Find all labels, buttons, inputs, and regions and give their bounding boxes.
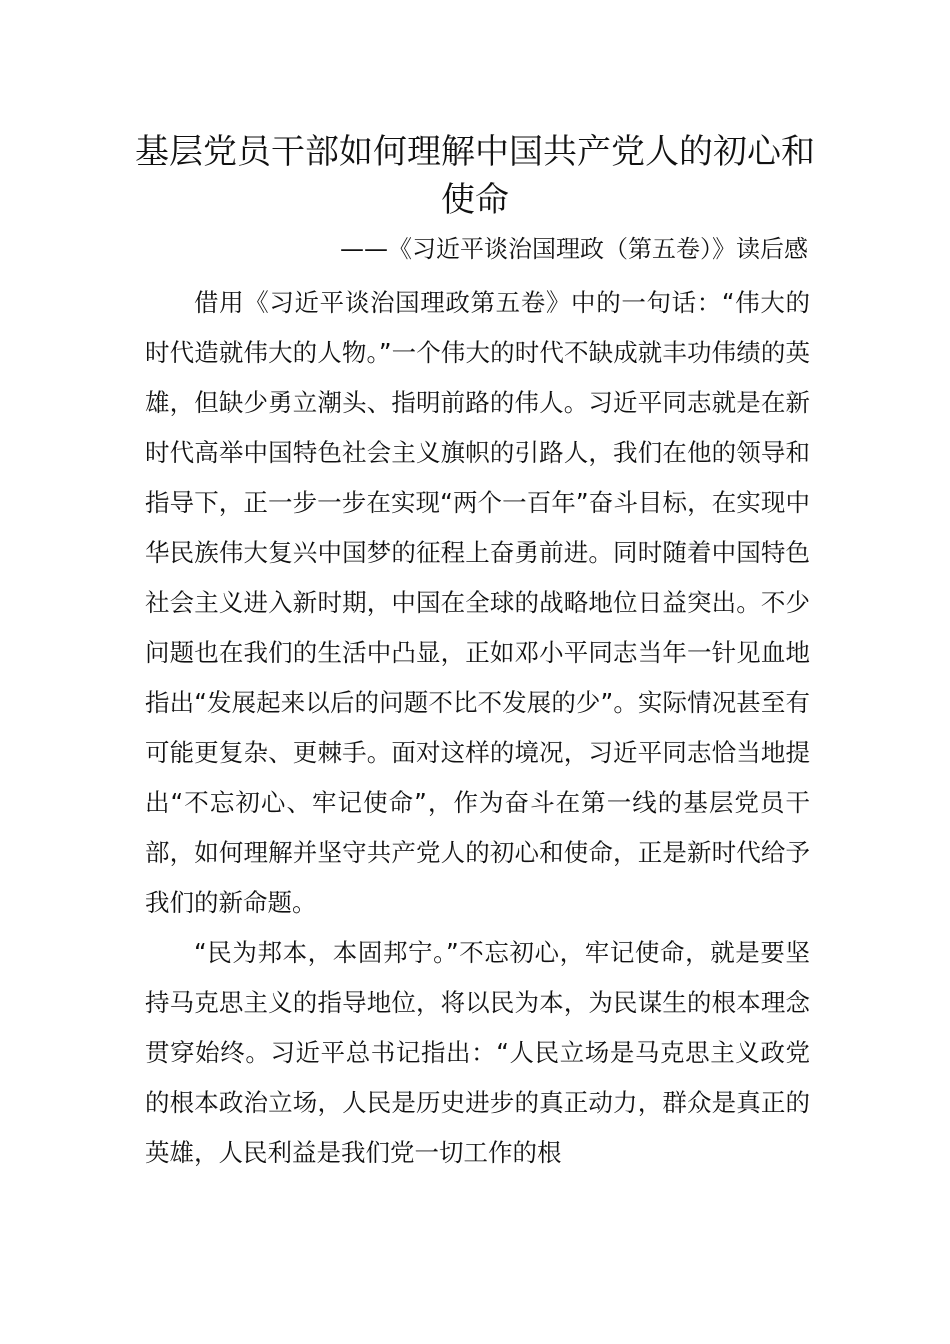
paragraph: 借用《习近平谈治国理政第五卷》中的一句话：“伟大的时代造就伟大的人物。”一个伟大的时代不缺成就丰功伟绩的英雄，但缺少勇立潮头、指明前路的伟人。习近平同志就是在新时代高举中国特色社会主义旗帜的引路人，我们在他的领导和指导下，正一步一步在实现“两个一百年”奋斗目标，在实现中华民族伟大复兴中国梦的征程上奋勇前进。同时随着中国特色社会主义进入新时期，中国在全球的战略地位日益突出。不少问题也在我们的生活中凸显，正如邓小平同志当年一针见血地指出“发展起来以后的问题不比不发展的少”。实际情况甚至有可能更复杂、更棘手。面对这样的境况，习近平同志恰当地提出“不忘初心、牢记使命”，作为奋斗在第一线的基层党员干部，如何理解并坚守共产党人的初心和使命，正是新时代给予我们的新命题。 bbox=[145, 288, 810, 917]
document-subtitle: ——《习近平谈治国理政（第五卷）》读后感 bbox=[340, 235, 808, 263]
paragraph: “民为邦本，本固邦宁。”不忘初心，牢记使命，就是要坚持马克思主义的指导地位，将以民为本，为民谋生的根本理念贯穿始终。习近平总书记指出：“人民立场是马克思主义政党的根本政治立场，人民是历史进步的真正动力，群众是真正的英雄，人民利益是我们党一切工作的根 bbox=[145, 938, 810, 1167]
document-body bbox=[145, 278, 810, 1178]
document-title: 基层党员干部如何理解中国共产党人的初心和使命 bbox=[135, 132, 815, 220]
